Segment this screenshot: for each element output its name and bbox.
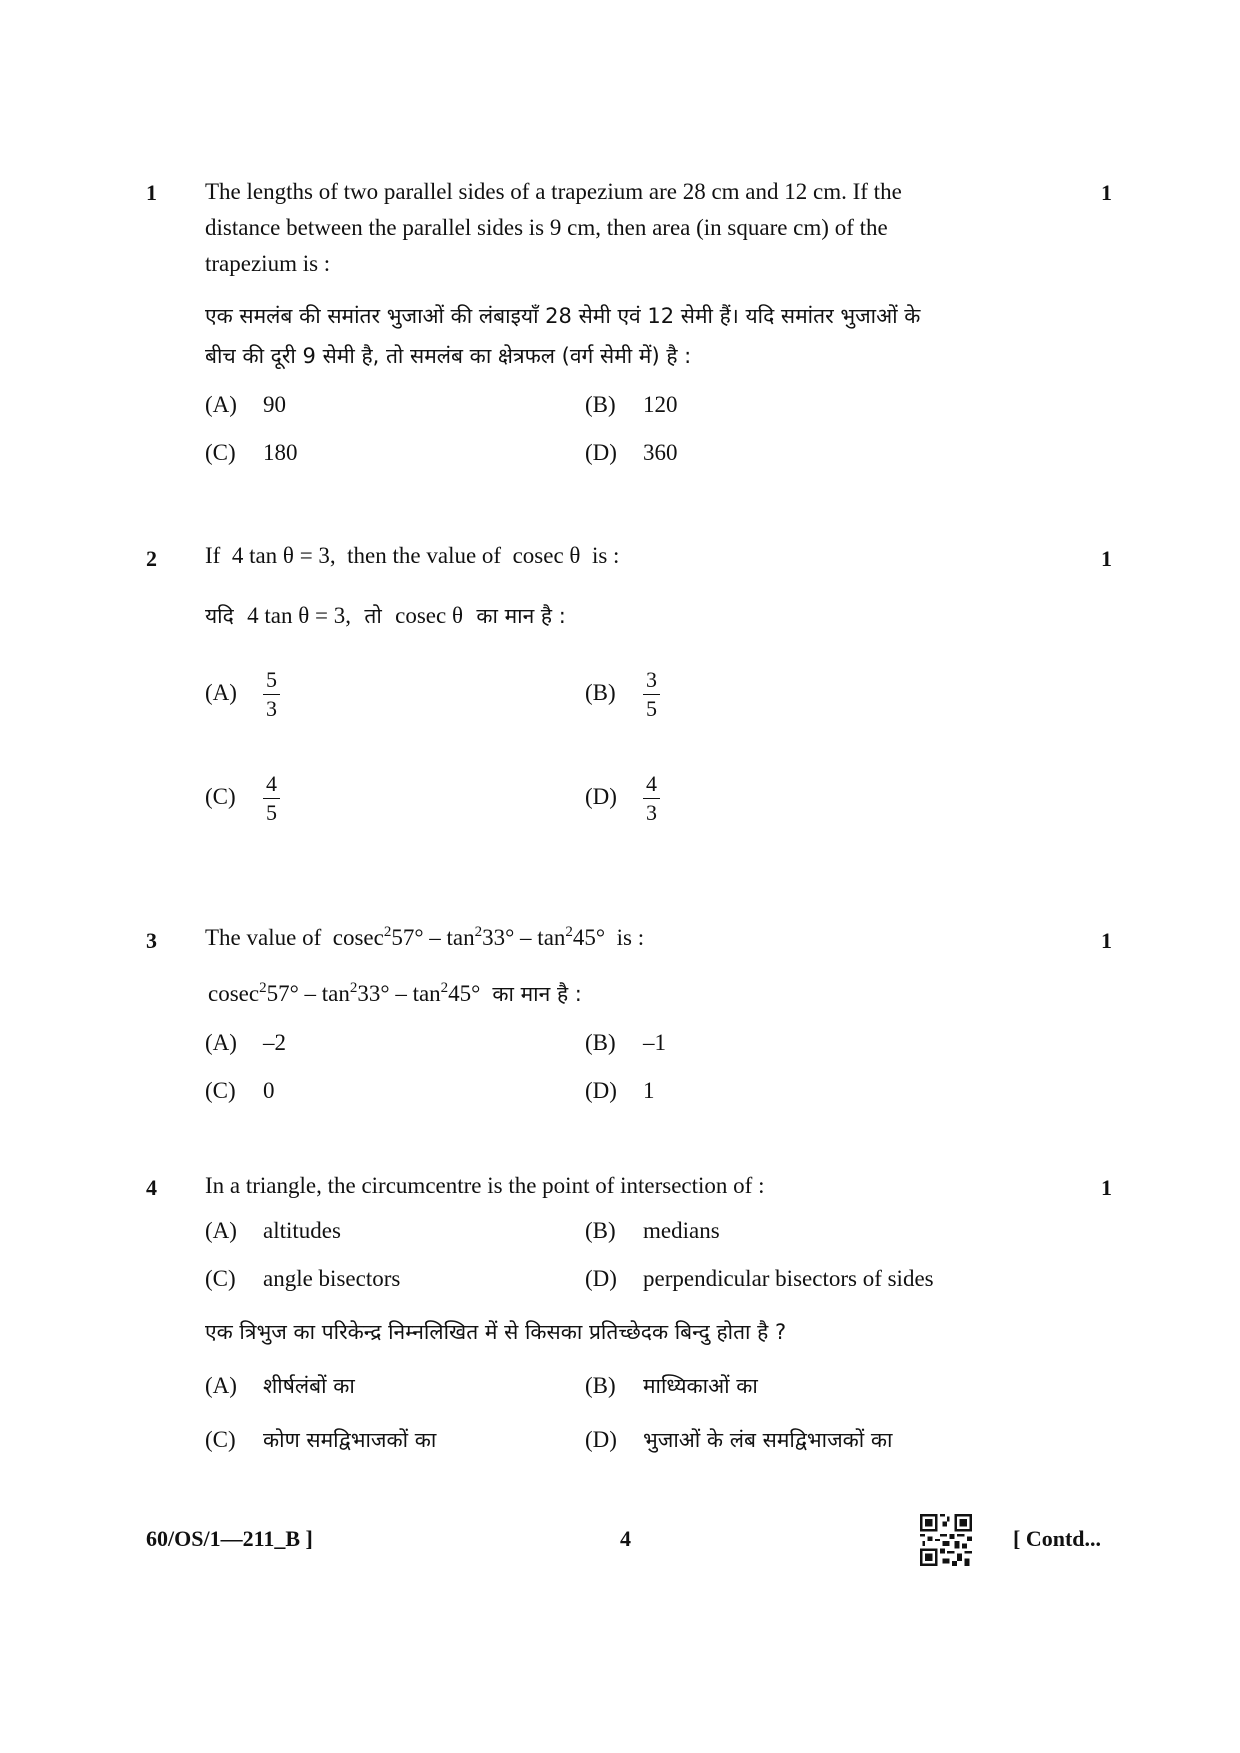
question-4-text-hi: एक त्रिभुज का परिकेन्द्र निम्नलिखित में से किसका प्रतिच्छेदक बिन्दु होता है ? xyxy=(205,1320,787,1344)
question-3-expr: $cosec^257^\circ - \tan^233^\circ - \tan^245^\circ$ xyxy=(332,924,606,950)
question-3-option-b[interactable]: (B) –1 xyxy=(585,1030,666,1055)
question-1-option-b[interactable]: (B) 120 xyxy=(585,392,678,417)
question-1-hi-line-2: बीच की दूरी 9 सेमी है, तो समलंब का क्षेत्रफल (वर्ग सेमी में) है : xyxy=(205,344,692,368)
question-3-text-hi: $cosec^257^\circ - \tan^233^\circ - \tan^245^\circ$ का मान है : xyxy=(208,980,582,1006)
question-4-option-d-en[interactable]: (D) perpendicular bisectors of sides xyxy=(585,1266,934,1291)
question-2-option-b[interactable]: (B) $\frac{3}{5}$ xyxy=(585,668,660,721)
question-4-option-a-hi[interactable]: (A) शीर्षलंबों का xyxy=(205,1373,355,1398)
question-1-text-en xyxy=(205,174,1025,282)
question-3-option-c[interactable]: (C) 0 xyxy=(205,1078,275,1103)
fraction: $\frac{3}{5}$ xyxy=(643,668,660,721)
question-4-marks: 1 xyxy=(1101,1175,1112,1200)
fraction: $\frac{4}{5}$ xyxy=(263,772,280,825)
page-number: 4 xyxy=(620,1526,631,1551)
question-4-option-d-hi[interactable]: (D) भुजाओं के लंब समद्विभाजकों का xyxy=(585,1427,893,1452)
question-2-option-c[interactable]: (C) $\frac{4}{5}$ xyxy=(205,772,280,825)
question-3-marks: 1 xyxy=(1101,928,1112,953)
question-2-text-hi: यदि 4 tan θ = 3, तो cosec θ का मान है : xyxy=(205,603,566,628)
question-2-equation: 4 tan θ = 3, xyxy=(231,543,336,568)
question-1-en-line-3: trapezium is : xyxy=(205,251,331,276)
question-1-marks: 1 xyxy=(1101,180,1112,205)
continued-label: [ Contd... xyxy=(1013,1526,1102,1551)
fraction: $\frac{4}{3}$ xyxy=(643,772,660,825)
question-1-en-line-1: The lengths of two parallel sides of a trapezium are 28 cm and 12 cm. If the xyxy=(205,179,902,204)
question-4-number: 4 xyxy=(146,1175,157,1200)
question-1-option-d[interactable]: (D) 360 xyxy=(585,440,678,465)
fraction: $\frac{5}{3}$ xyxy=(263,668,280,721)
qr-code-icon xyxy=(920,1514,972,1566)
question-2-marks: 1 xyxy=(1101,546,1112,571)
question-2-option-d[interactable]: (D) $\frac{4}{3}$ xyxy=(585,772,660,825)
question-4-option-a-en[interactable]: (A) altitudes xyxy=(205,1218,341,1243)
question-3-text-en: The value of $cosec^257^\circ - \tan^233^\circ - \tan^245^\circ$ is : xyxy=(205,924,645,950)
question-1-text-hi xyxy=(205,296,1065,376)
question-4-option-c-en[interactable]: (C) angle bisectors xyxy=(205,1266,401,1291)
question-4-option-b-hi[interactable]: (B) माध्यिकाओं का xyxy=(585,1373,758,1398)
question-1-en-line-2: distance between the parallel sides is 9 cm, then area (in square cm) of the xyxy=(205,215,888,240)
question-4-option-c-hi[interactable]: (C) कोण समद्विभाजकों का xyxy=(205,1427,437,1452)
paper-code: 60/OS/1—211_B ] xyxy=(146,1526,313,1551)
question-4-option-b-en[interactable]: (B) medians xyxy=(585,1218,720,1243)
question-1-number: 1 xyxy=(146,180,157,205)
question-1-hi-line-1: एक समलंब की समांतर भुजाओं की लंबाइयाँ 28 सेमी एवं 12 सेमी हैं। यदि समांतर भुजाओं के xyxy=(205,304,921,328)
question-3-option-a[interactable]: (A) –2 xyxy=(205,1030,286,1055)
question-2-text-en: If 4 tan θ = 3, then the value of cosec θ is : xyxy=(205,543,620,568)
question-2-option-a[interactable]: (A) $\frac{5}{3}$ xyxy=(205,668,280,721)
question-3-option-d[interactable]: (D) 1 xyxy=(585,1078,655,1103)
question-3-number: 3 xyxy=(146,928,157,953)
question-1-option-a[interactable]: (A) 90 xyxy=(205,392,286,417)
question-1-option-c[interactable]: (C) 180 xyxy=(205,440,298,465)
question-4-text-en: In a triangle, the circumcentre is the point of intersection of : xyxy=(205,1173,765,1198)
question-2-number: 2 xyxy=(146,546,157,571)
question-2-expr: cosec θ xyxy=(512,543,581,568)
